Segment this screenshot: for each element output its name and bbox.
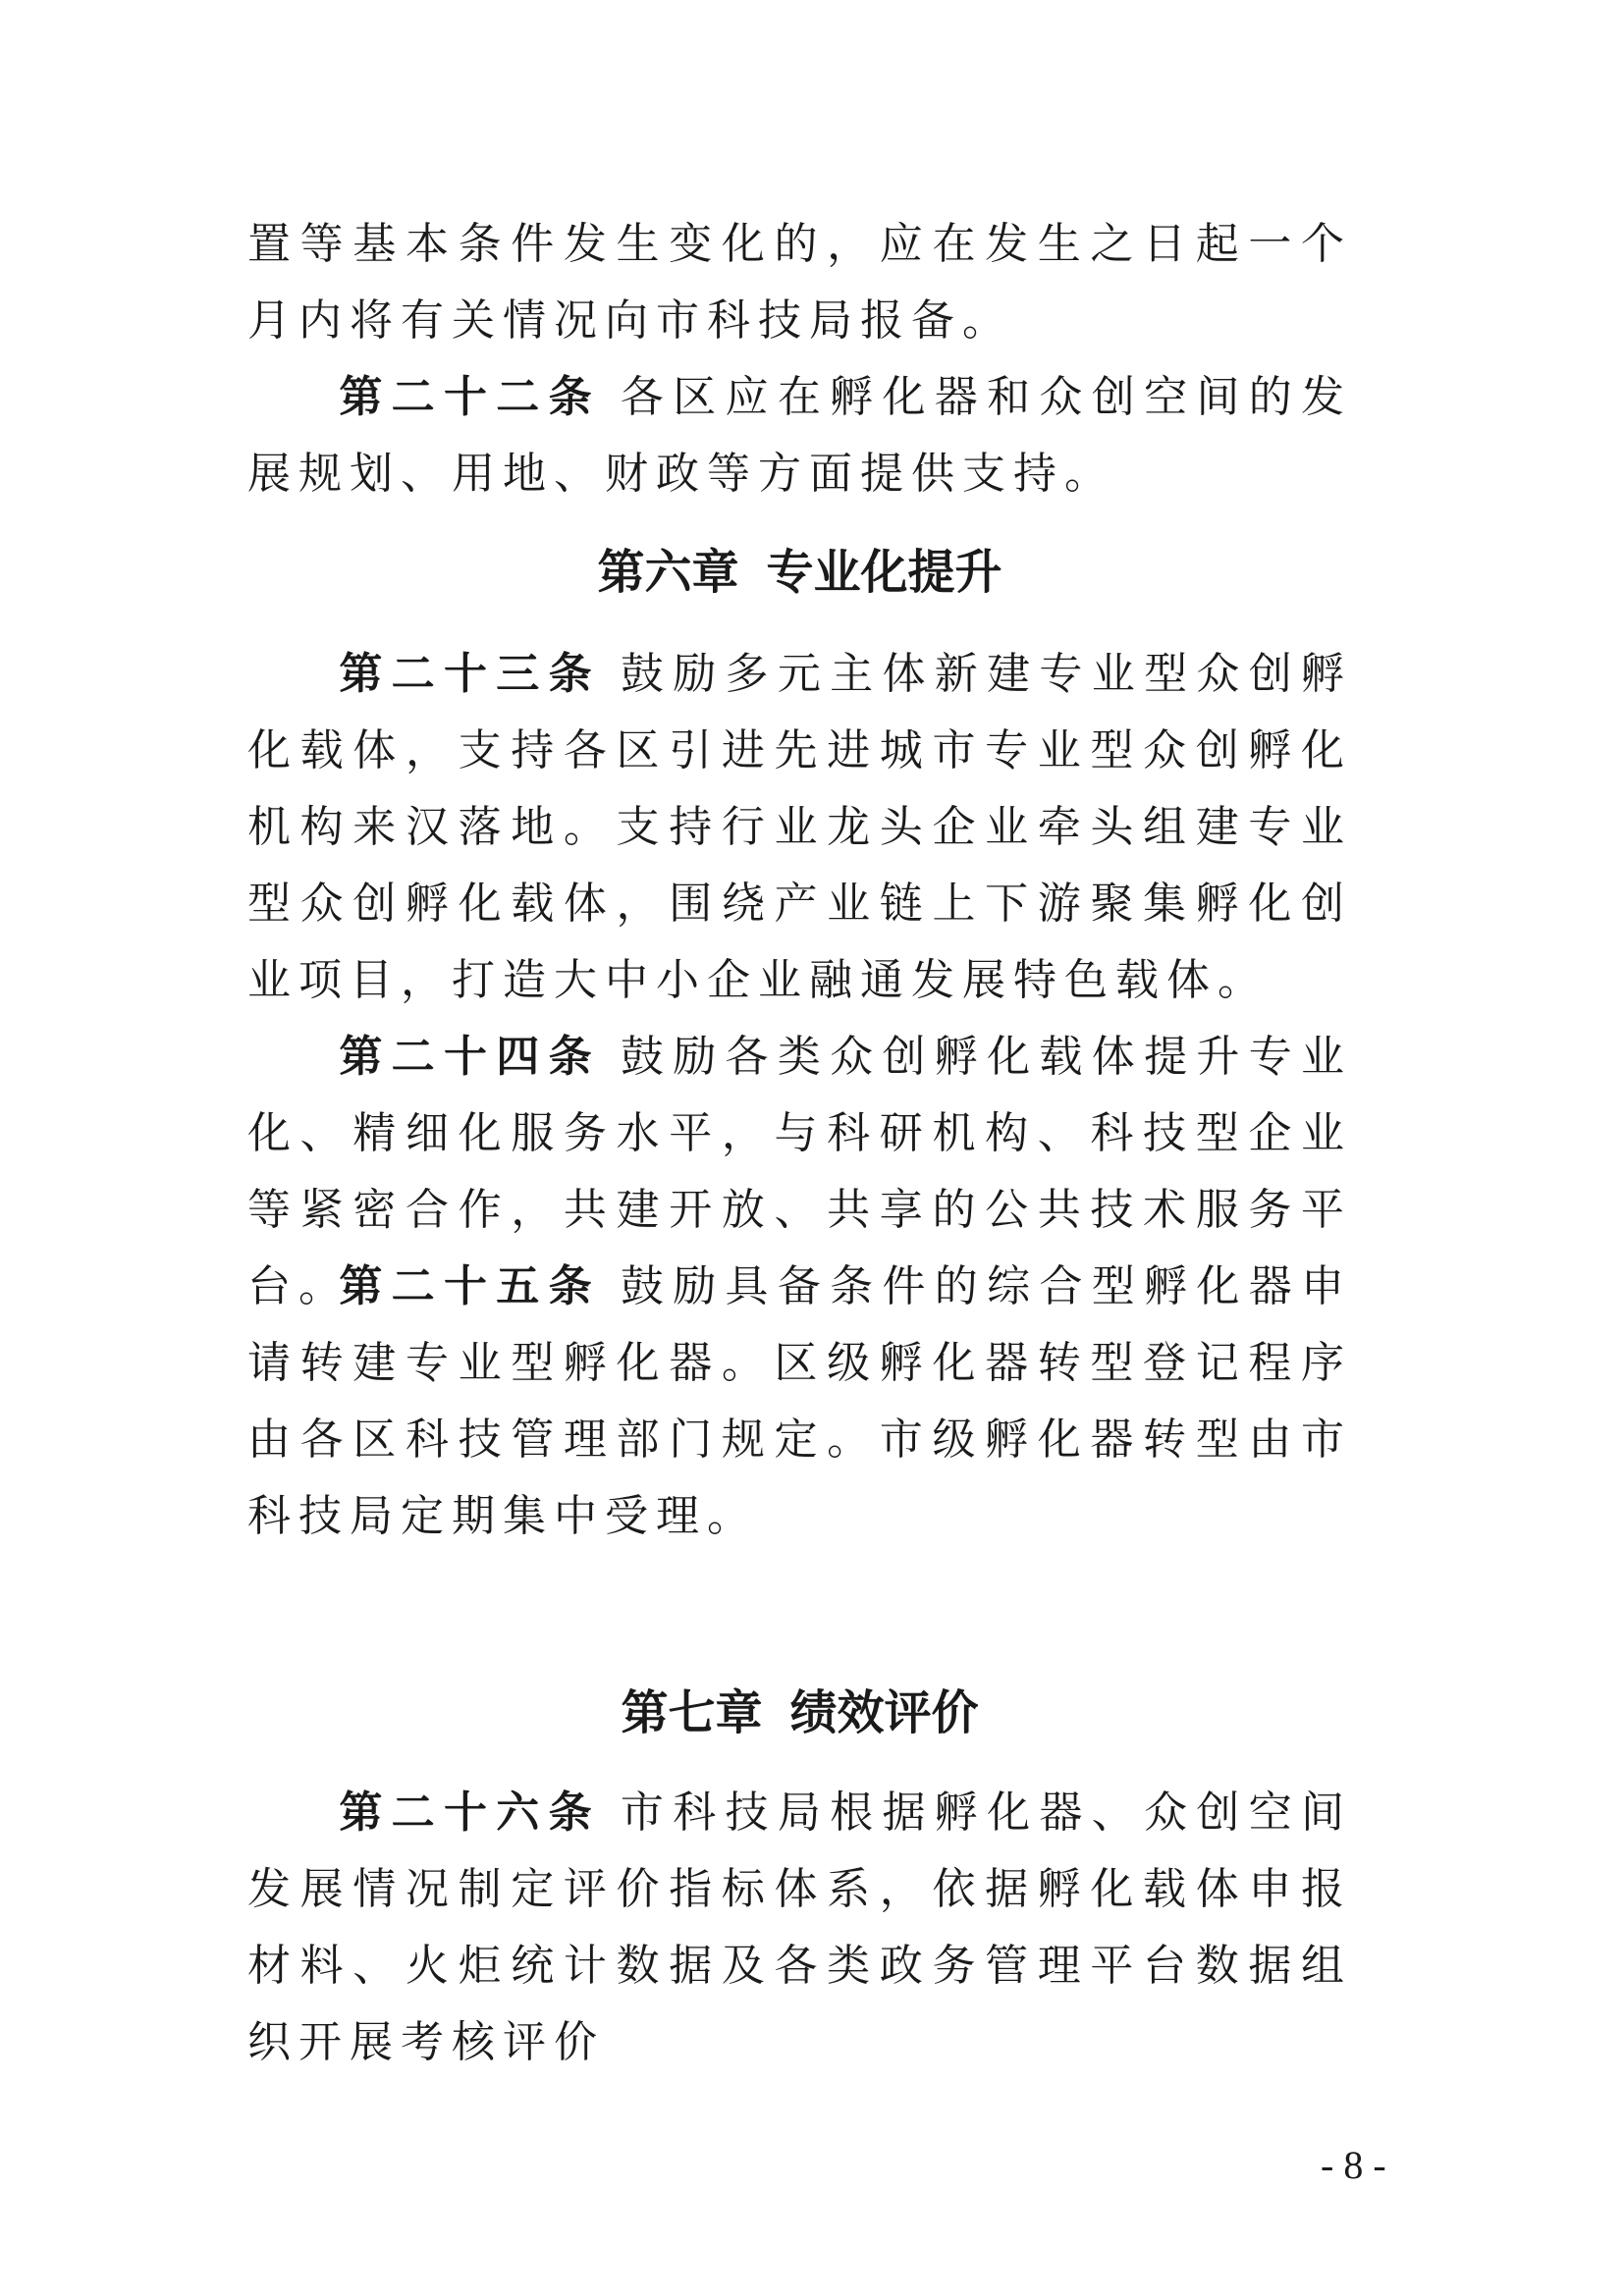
article-title: 第二十五条 [338, 1261, 601, 1311]
chapter-number: 第七章 [621, 1685, 763, 1740]
article-title: 第二十二条 [338, 372, 601, 422]
article-text: 各区应在孵化器和众创空间的发展规划、用地、财政等方面提供支持。 [247, 372, 1353, 499]
article-23 [247, 636, 1352, 1019]
article-title: 第二十三条 [338, 649, 601, 699]
paragraph-continuation [247, 206, 1352, 359]
paragraph-text: 置等基本条件发生变化的，应在发生之日起一个月内将有关情况向市科技局报备。 [247, 219, 1352, 346]
article-25 [247, 1249, 1352, 1555]
article-title: 第二十四条 [338, 1032, 601, 1082]
chapter-number: 第六章 [597, 545, 739, 600]
article-22 [247, 359, 1352, 512]
article-26 [247, 1775, 1352, 2081]
article-text: 鼓励具备条件的综合型孵化器申请转建专业型孵化器。区级孵化器转型登记程序由各区科技管理部门规定。市级孵化器转型由市科技局定期集中受理。 [247, 1261, 1353, 1541]
page-number: - 8 - [1321, 2143, 1386, 2187]
chapter-name: 绩效评价 [789, 1685, 979, 1740]
article-text: 鼓励各类众创孵化载体提升专业化、精细化服务水平，与科研机构、科技型企业等紧密合作，共建开放、共享的公共技术服务平台。 [247, 1032, 1353, 1311]
chapter-heading-7 [247, 1675, 1352, 1751]
article-title: 第二十六条 [338, 1788, 601, 1838]
article-text: 市科技局根据孵化器、众创空间发展情况制定评价指标体系，依据孵化载体申报材料、火炬统计数据及各类政务管理平台数据组织开展考核评价 [247, 1788, 1353, 2067]
article-text: 鼓励多元主体新建专业型众创孵化载体，支持各区引进先进城市专业型众创孵化机构来汉落地。支持行业龙头企业牵头组建专业型众创孵化载体，围绕产业链上下游聚集孵化创业项目，打造大中小企业融通发展特色载体。 [247, 649, 1353, 1005]
chapter-heading-6 [247, 534, 1352, 611]
chapter-name: 专业化提升 [766, 545, 1002, 600]
